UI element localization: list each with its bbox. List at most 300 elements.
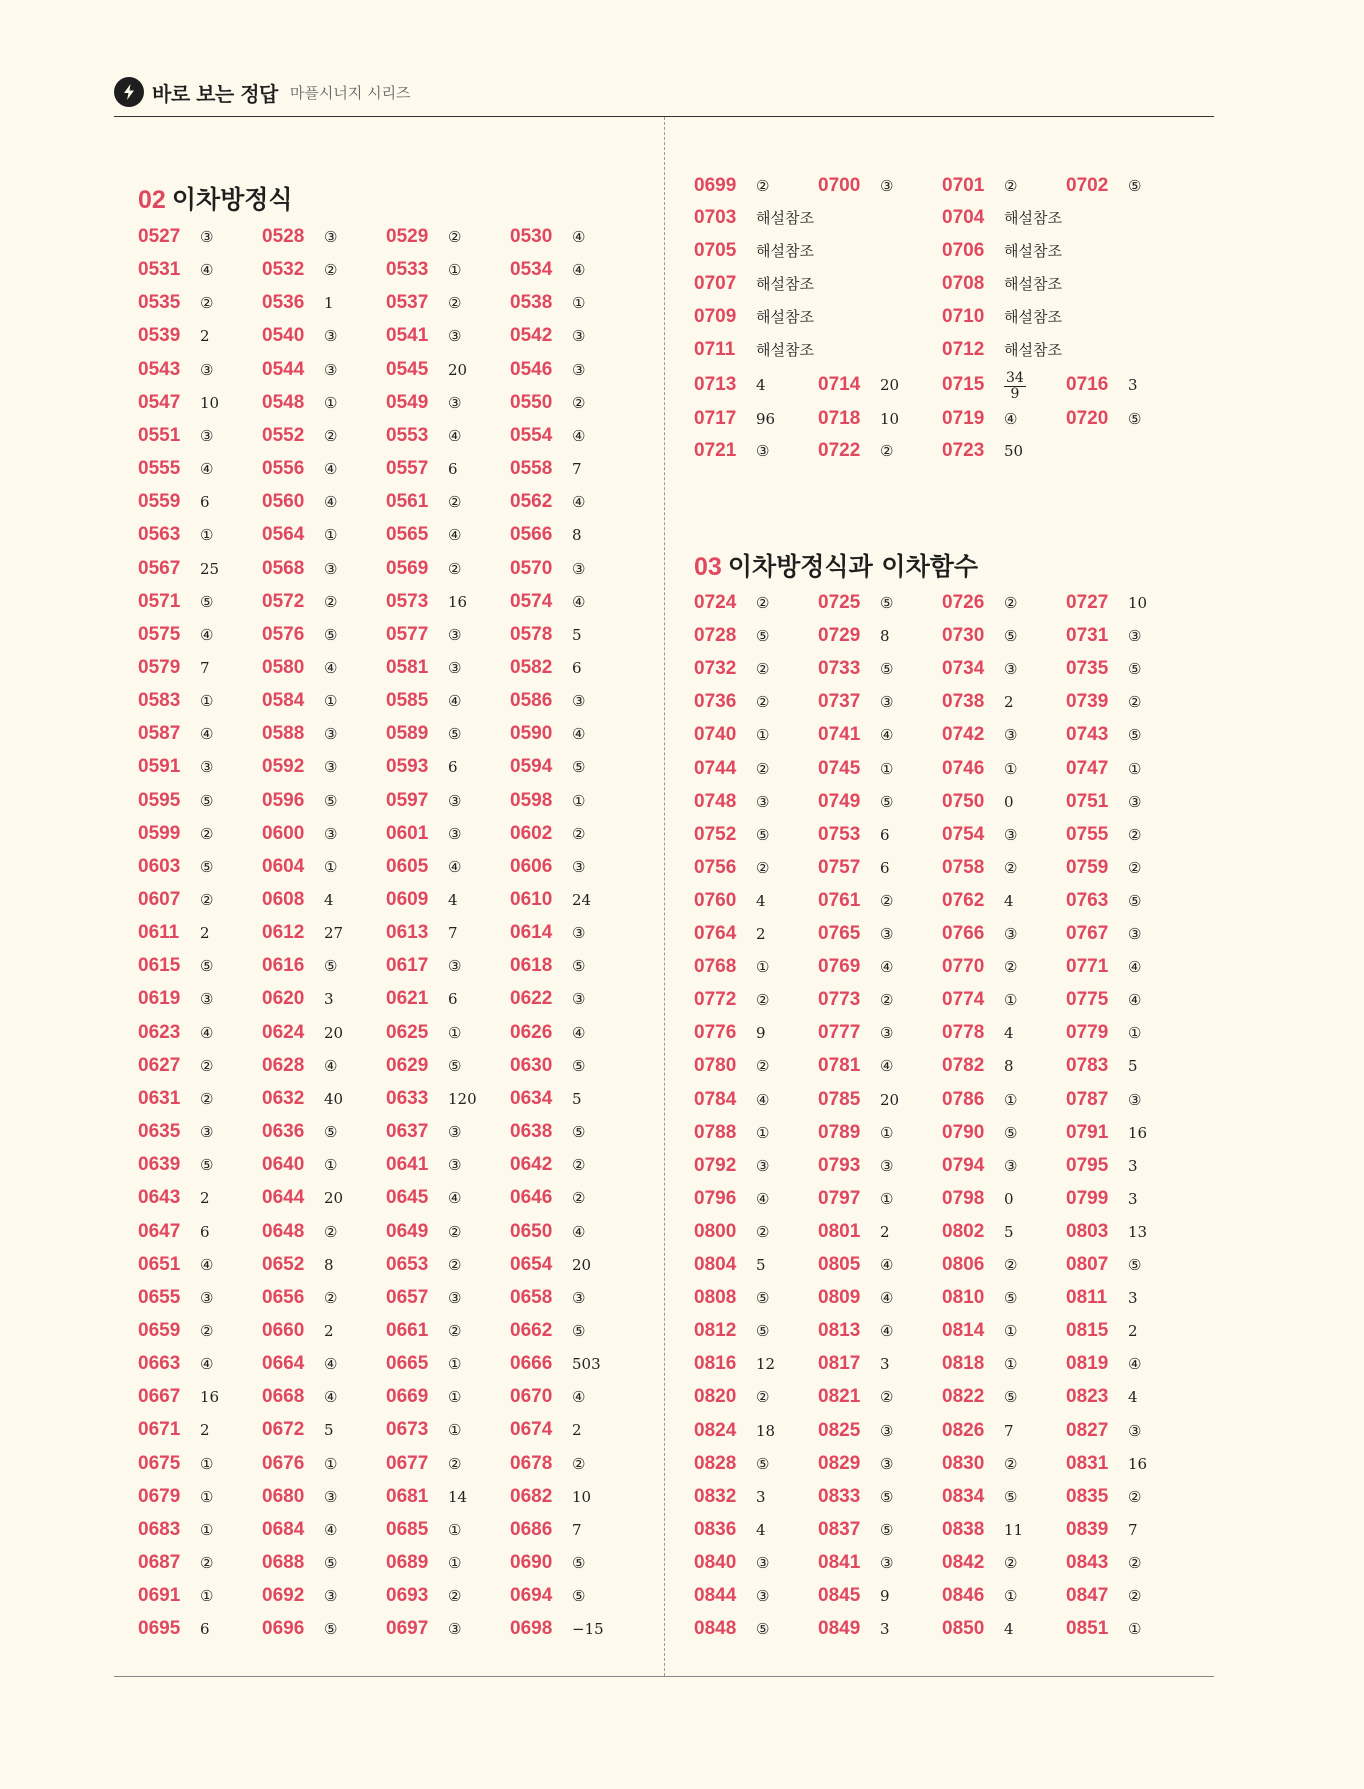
answer-entry: [942, 950, 1017, 983]
answer-value: 10: [572, 1487, 592, 1506]
problem-number: 0642: [510, 1153, 553, 1175]
answer-value: 8: [1004, 1056, 1014, 1075]
answer-value: ③: [880, 692, 894, 711]
answer-entry: [694, 652, 769, 685]
problem-number: 0791: [1066, 1121, 1109, 1143]
answer-entry: [694, 1149, 769, 1182]
problem-number: 0686: [510, 1518, 553, 1540]
answer-value: ④: [1128, 990, 1142, 1009]
answer-value: 3: [1128, 1189, 1138, 1208]
answer-value: 14: [448, 1487, 468, 1506]
answer-value: ⑤: [880, 1520, 894, 1539]
problem-number: 0786: [942, 1088, 985, 1110]
answer-value: ⑤: [324, 956, 338, 975]
answer-value: ②: [1128, 1487, 1142, 1506]
answer-value: 0: [1004, 1189, 1014, 1208]
answer-row: [138, 452, 658, 485]
answer-entry: [262, 518, 337, 551]
problem-number: 0568: [262, 557, 305, 579]
answer-row: [138, 1115, 658, 1148]
answer-value: ①: [324, 525, 338, 544]
answer-value: 13: [1128, 1222, 1148, 1241]
answer-row: [694, 1612, 1214, 1645]
problem-number: 0842: [942, 1551, 985, 1573]
answer-value: ①: [448, 1354, 462, 1373]
answer-entry: [1066, 785, 1141, 818]
answer-entry: [510, 684, 585, 717]
answer-row: [694, 1380, 1214, 1413]
answer-entry: [1066, 619, 1141, 652]
answer-entry: [262, 949, 337, 982]
answer-value: 2: [200, 326, 210, 345]
answer-value: ②: [448, 1222, 462, 1241]
answer-value: ③: [200, 360, 214, 379]
answer-entry: [138, 949, 213, 982]
answer-entry: [1066, 1182, 1138, 1215]
problem-number: 0727: [1066, 591, 1109, 613]
problem-number: 0784: [694, 1088, 737, 1110]
answer-value: ④: [572, 260, 586, 279]
answer-value: ②: [200, 1553, 214, 1572]
answer-value: ②: [756, 1387, 770, 1406]
answer-row: [694, 950, 1214, 983]
answer-row: [138, 883, 658, 916]
answer-value: ②: [1004, 1553, 1018, 1572]
answer-entry: [694, 619, 769, 652]
answer-value: ③: [448, 1288, 462, 1307]
problem-number: 0613: [386, 921, 429, 943]
answer-value: 8: [324, 1255, 334, 1274]
answer-value: ②: [1128, 858, 1142, 877]
problem-number: 0696: [262, 1617, 305, 1639]
problem-number: 0743: [1066, 723, 1109, 745]
problem-number: 0823: [1066, 1385, 1109, 1407]
problem-number: 0701: [942, 174, 985, 196]
problem-number: 0742: [942, 723, 985, 745]
answer-entry: [510, 1181, 585, 1214]
problem-number: 0794: [942, 1154, 985, 1176]
problem-number: 0810: [942, 1286, 985, 1308]
answer-value: 3: [880, 1354, 890, 1373]
answer-value: 2: [200, 1188, 210, 1207]
answer-entry: [510, 485, 585, 518]
problem-number: 0763: [1066, 889, 1109, 911]
answer-value: ②: [324, 1288, 338, 1307]
answer-entry: [138, 1148, 213, 1181]
answer-entry: [510, 1480, 591, 1513]
answer-entry: [510, 552, 585, 585]
answer-value: ③: [1004, 725, 1018, 744]
answer-value: ②: [572, 1188, 586, 1207]
problem-number: 0600: [262, 822, 305, 844]
answer-entry: [510, 518, 582, 551]
problem-number: 0539: [138, 324, 181, 346]
problem-number: 0793: [818, 1154, 861, 1176]
answer-value: ①: [324, 393, 338, 412]
answer-value: ④: [324, 1387, 338, 1406]
problem-number: 0588: [262, 722, 305, 744]
answer-value: 27: [324, 923, 344, 942]
problem-number: 0650: [510, 1220, 553, 1242]
problem-number: 0677: [386, 1452, 429, 1474]
answer-value: ②: [200, 1321, 214, 1340]
answer-value: ③: [1128, 924, 1142, 943]
answer-entry: [138, 817, 213, 850]
problem-number: 0829: [818, 1452, 861, 1474]
problem-number: 0785: [818, 1088, 861, 1110]
problem-number: 0567: [138, 557, 181, 579]
section-title-02: [138, 180, 293, 216]
answer-entry: [138, 286, 213, 319]
answer-value: ②: [756, 990, 770, 1009]
problem-number: 0623: [138, 1021, 181, 1043]
answer-value: ②: [200, 1089, 214, 1108]
answer-entry: [818, 1149, 893, 1182]
answer-value: 8: [880, 626, 890, 645]
problem-number: 0739: [1066, 690, 1109, 712]
answer-row: [694, 851, 1214, 884]
answer-value: ③: [448, 1619, 462, 1638]
answer-entry: [694, 1380, 769, 1413]
answer-entry: [262, 1148, 337, 1181]
answer-row: [138, 1612, 658, 1645]
answer-value: ②: [880, 441, 894, 460]
page-header: [114, 74, 411, 110]
problem-number: 0694: [510, 1584, 553, 1606]
problem-number: 0580: [262, 656, 305, 678]
problem-number: 0717: [694, 407, 737, 429]
answer-entry: [1066, 652, 1141, 685]
answer-entry: [386, 651, 461, 684]
answer-row: [694, 884, 1214, 917]
answer-entry: [138, 386, 219, 419]
answer-value: 해설참조: [756, 275, 814, 293]
problem-number: 0843: [1066, 1551, 1109, 1573]
answer-row: [138, 618, 658, 651]
answer-entry: [818, 1380, 893, 1413]
answer-entry: [386, 1016, 461, 1049]
answer-entry: [510, 452, 582, 485]
answer-entry: [818, 368, 899, 401]
answer-entry: [694, 586, 769, 619]
answer-entry: [694, 917, 766, 950]
problem-number: 0841: [818, 1551, 861, 1573]
answer-entry: [694, 950, 769, 983]
problem-number: 0815: [1066, 1319, 1109, 1341]
answer-entry: [138, 1513, 213, 1546]
problem-number: 0830: [942, 1452, 985, 1474]
answer-entry: [386, 1447, 461, 1480]
answer-value: 7: [1004, 1421, 1014, 1440]
answer-entry: [138, 1612, 210, 1645]
answer-entry: [262, 1612, 337, 1645]
problem-number: 0847: [1066, 1584, 1109, 1606]
problem-number: 0799: [1066, 1187, 1109, 1209]
answer-value: ⑤: [1128, 176, 1142, 195]
answer-entry: [818, 1447, 893, 1480]
answer-value: ①: [880, 1123, 894, 1142]
answer-entry: [1066, 1347, 1141, 1380]
answer-entry: [1066, 1480, 1141, 1513]
problem-number: 0636: [262, 1120, 305, 1142]
section-title-03: [694, 547, 978, 583]
problem-number: 0821: [818, 1385, 861, 1407]
problem-number: 0769: [818, 955, 861, 977]
answer-value: ④: [756, 1189, 770, 1208]
answer-value: ②: [1004, 176, 1018, 195]
answer-entry: [386, 1413, 461, 1446]
problem-number: 0589: [386, 722, 429, 744]
problem-number: 0533: [386, 258, 429, 280]
problem-number: 0661: [386, 1319, 429, 1341]
answer-entry: [262, 419, 337, 452]
answer-row: [138, 220, 658, 253]
problem-number: 0552: [262, 424, 305, 446]
answer-entry: [262, 651, 337, 684]
problem-number: 0703: [694, 206, 737, 228]
answer-value: ②: [448, 1586, 462, 1605]
answer-value: ③: [324, 1586, 338, 1605]
answer-entry: [386, 1380, 461, 1413]
problem-number: 0790: [942, 1121, 985, 1143]
answer-value: ⑤: [756, 626, 770, 645]
problem-number: 0774: [942, 988, 985, 1010]
problem-number: 0545: [386, 358, 429, 380]
problem-number: 0607: [138, 888, 181, 910]
answer-entry: [694, 267, 814, 300]
answer-entry: [942, 818, 1017, 851]
answer-entry: [818, 1480, 893, 1513]
answer-entry: [694, 983, 769, 1016]
answer-value: ①: [880, 759, 894, 778]
problem-number: 0675: [138, 1452, 181, 1474]
problem-number: 0806: [942, 1253, 985, 1275]
problem-number: 0602: [510, 822, 553, 844]
answer-entry: [818, 652, 893, 685]
answer-entry: [942, 368, 1026, 401]
answer-value: ④: [1004, 409, 1018, 428]
lightning-bolt-icon: [114, 77, 144, 107]
answer-entry: [1066, 1314, 1138, 1347]
answer-entry: [942, 718, 1017, 751]
answer-entry: [942, 300, 1062, 333]
answer-row: [694, 652, 1214, 685]
answer-entry: [942, 201, 1062, 234]
answer-entry: [1066, 1513, 1138, 1546]
answer-value: ④: [572, 724, 586, 743]
answer-entry: [262, 1513, 337, 1546]
answer-entry: [942, 1182, 1014, 1215]
problem-number: 0732: [694, 657, 737, 679]
answer-value: 10: [880, 409, 900, 428]
problem-number: 0566: [510, 523, 553, 545]
answer-row: [694, 402, 1214, 435]
answer-value: 3: [1128, 375, 1138, 394]
answer-value: ⑤: [200, 592, 214, 611]
answer-entry: [262, 552, 337, 585]
answer-entry: [510, 750, 585, 783]
answer-entry: [262, 1181, 343, 1214]
answer-value: ⑤: [572, 1586, 586, 1605]
problem-number: 0596: [262, 789, 305, 811]
problem-number: 0599: [138, 822, 181, 844]
answer-value: 2: [880, 1222, 890, 1241]
problem-number: 0550: [510, 391, 553, 413]
problem-number: 0819: [1066, 1352, 1109, 1374]
answer-entry: [510, 1413, 582, 1446]
answer-entry: [386, 1513, 461, 1546]
answer-row: [138, 717, 658, 750]
answer-entry: [138, 1215, 210, 1248]
answer-entry: [262, 684, 337, 717]
answer-value: 해설참조: [1004, 341, 1062, 359]
problem-number: 0604: [262, 855, 305, 877]
problem-number: 0590: [510, 722, 553, 744]
problem-number: 0581: [386, 656, 429, 678]
problem-number: 0837: [818, 1518, 861, 1540]
answer-value: ⑤: [200, 857, 214, 876]
answer-entry: [138, 684, 213, 717]
answer-value: ①: [756, 957, 770, 976]
problem-number: 0633: [386, 1087, 429, 1109]
problem-number: 0534: [510, 258, 553, 280]
answer-entry: [510, 982, 585, 1015]
answer-entry: [386, 253, 461, 286]
answer-value: ①: [448, 1023, 462, 1042]
answer-value: ⑤: [756, 1321, 770, 1340]
answer-entry: [138, 353, 213, 386]
problem-number: 0725: [818, 591, 861, 613]
problem-number: 0591: [138, 755, 181, 777]
problem-number: 0779: [1066, 1021, 1109, 1043]
answer-value: ②: [756, 858, 770, 877]
problem-number: 0620: [262, 987, 305, 1009]
answer-entry: [694, 1414, 775, 1447]
answer-value: ③: [572, 360, 586, 379]
answer-entry: [138, 1447, 213, 1480]
problem-number: 0759: [1066, 856, 1109, 878]
answer-entry: [262, 253, 337, 286]
answer-value: ④: [756, 1090, 770, 1109]
answer-entry: [510, 883, 591, 916]
answer-entry: [694, 1281, 769, 1314]
answer-entry: [138, 1347, 213, 1380]
answer-row: [138, 1447, 658, 1480]
answer-value: ④: [880, 1056, 894, 1075]
problem-number: 0803: [1066, 1220, 1109, 1242]
problem-number: 0804: [694, 1253, 737, 1275]
problem-number: 0680: [262, 1485, 305, 1507]
problem-number: 0656: [262, 1286, 305, 1308]
answer-entry: [386, 1148, 461, 1181]
answer-entry: [510, 916, 585, 949]
problem-number: 0776: [694, 1021, 737, 1043]
answer-entry: [1066, 884, 1141, 917]
problem-number: 0644: [262, 1186, 305, 1208]
answer-entry: [510, 1082, 582, 1115]
answer-row: [138, 1082, 658, 1115]
answer-entry: [1066, 917, 1141, 950]
answer-value: ①: [1004, 1354, 1018, 1373]
answer-value: 해설참조: [756, 308, 814, 326]
answer-entry: [818, 402, 899, 435]
problem-number: 0825: [818, 1419, 861, 1441]
problem-number: 0551: [138, 424, 181, 446]
problem-number: 0737: [818, 690, 861, 712]
answer-value: ④: [448, 691, 462, 710]
answer-value: $\frac{34}{9}$: [1006, 369, 1024, 402]
answer-value: 9: [756, 1023, 766, 1042]
answer-entry: [942, 983, 1017, 1016]
answer-value: ④: [880, 1255, 894, 1274]
answer-value: ②: [756, 759, 770, 778]
problem-number: 0802: [942, 1220, 985, 1242]
problem-number: 0622: [510, 987, 553, 1009]
answer-row: [138, 1181, 658, 1214]
answer-entry: [1066, 1083, 1141, 1116]
answer-value: ③: [880, 1023, 894, 1042]
answer-entry: [818, 1215, 890, 1248]
answer-value: ②: [200, 824, 214, 843]
problem-number: 0594: [510, 755, 553, 777]
problem-number: 0571: [138, 590, 181, 612]
answer-entry: [818, 1016, 893, 1049]
answer-entry: [942, 1414, 1014, 1447]
answer-value: ④: [324, 1520, 338, 1539]
answer-entry: [942, 1447, 1017, 1480]
answer-entry: [262, 1546, 337, 1579]
problem-number: 0586: [510, 689, 553, 711]
answer-entry: [818, 1182, 893, 1215]
answer-entry: [694, 1612, 769, 1645]
problem-number: 0800: [694, 1220, 737, 1242]
problem-number: 0706: [942, 239, 985, 261]
answer-entry: [818, 1248, 893, 1281]
problem-number: 0736: [694, 690, 737, 712]
problem-number: 0605: [386, 855, 429, 877]
problem-number: 0564: [262, 523, 305, 545]
answer-row: [694, 619, 1214, 652]
answer-entry: [818, 917, 893, 950]
answer-entry: [818, 586, 893, 619]
answer-entry: [942, 652, 1017, 685]
problem-number: 0578: [510, 623, 553, 645]
answer-entry: [138, 850, 213, 883]
answer-entry: [694, 169, 769, 202]
problem-number: 0805: [818, 1253, 861, 1275]
answer-value: ③: [572, 559, 586, 578]
problem-number: 0559: [138, 490, 181, 512]
answer-row: [694, 333, 1214, 366]
answer-value: 해설참조: [756, 209, 814, 227]
answer-value: ③: [1128, 792, 1142, 811]
answer-entry: [510, 386, 585, 419]
answer-row: [138, 485, 658, 518]
answer-value: ①: [756, 725, 770, 744]
problem-number: 0729: [818, 624, 861, 646]
answer-value: ④: [200, 625, 214, 644]
problem-number: 0669: [386, 1385, 429, 1407]
problem-number: 0647: [138, 1220, 181, 1242]
problem-number: 0760: [694, 889, 737, 911]
problem-number: 0811: [1066, 1286, 1108, 1308]
answer-entry: [386, 1049, 461, 1082]
problem-number: 0835: [1066, 1485, 1109, 1507]
answer-entry: [942, 1612, 1014, 1645]
answer-entry: [942, 851, 1017, 884]
answer-value: ④: [200, 459, 214, 478]
answer-value: 96: [756, 409, 776, 428]
